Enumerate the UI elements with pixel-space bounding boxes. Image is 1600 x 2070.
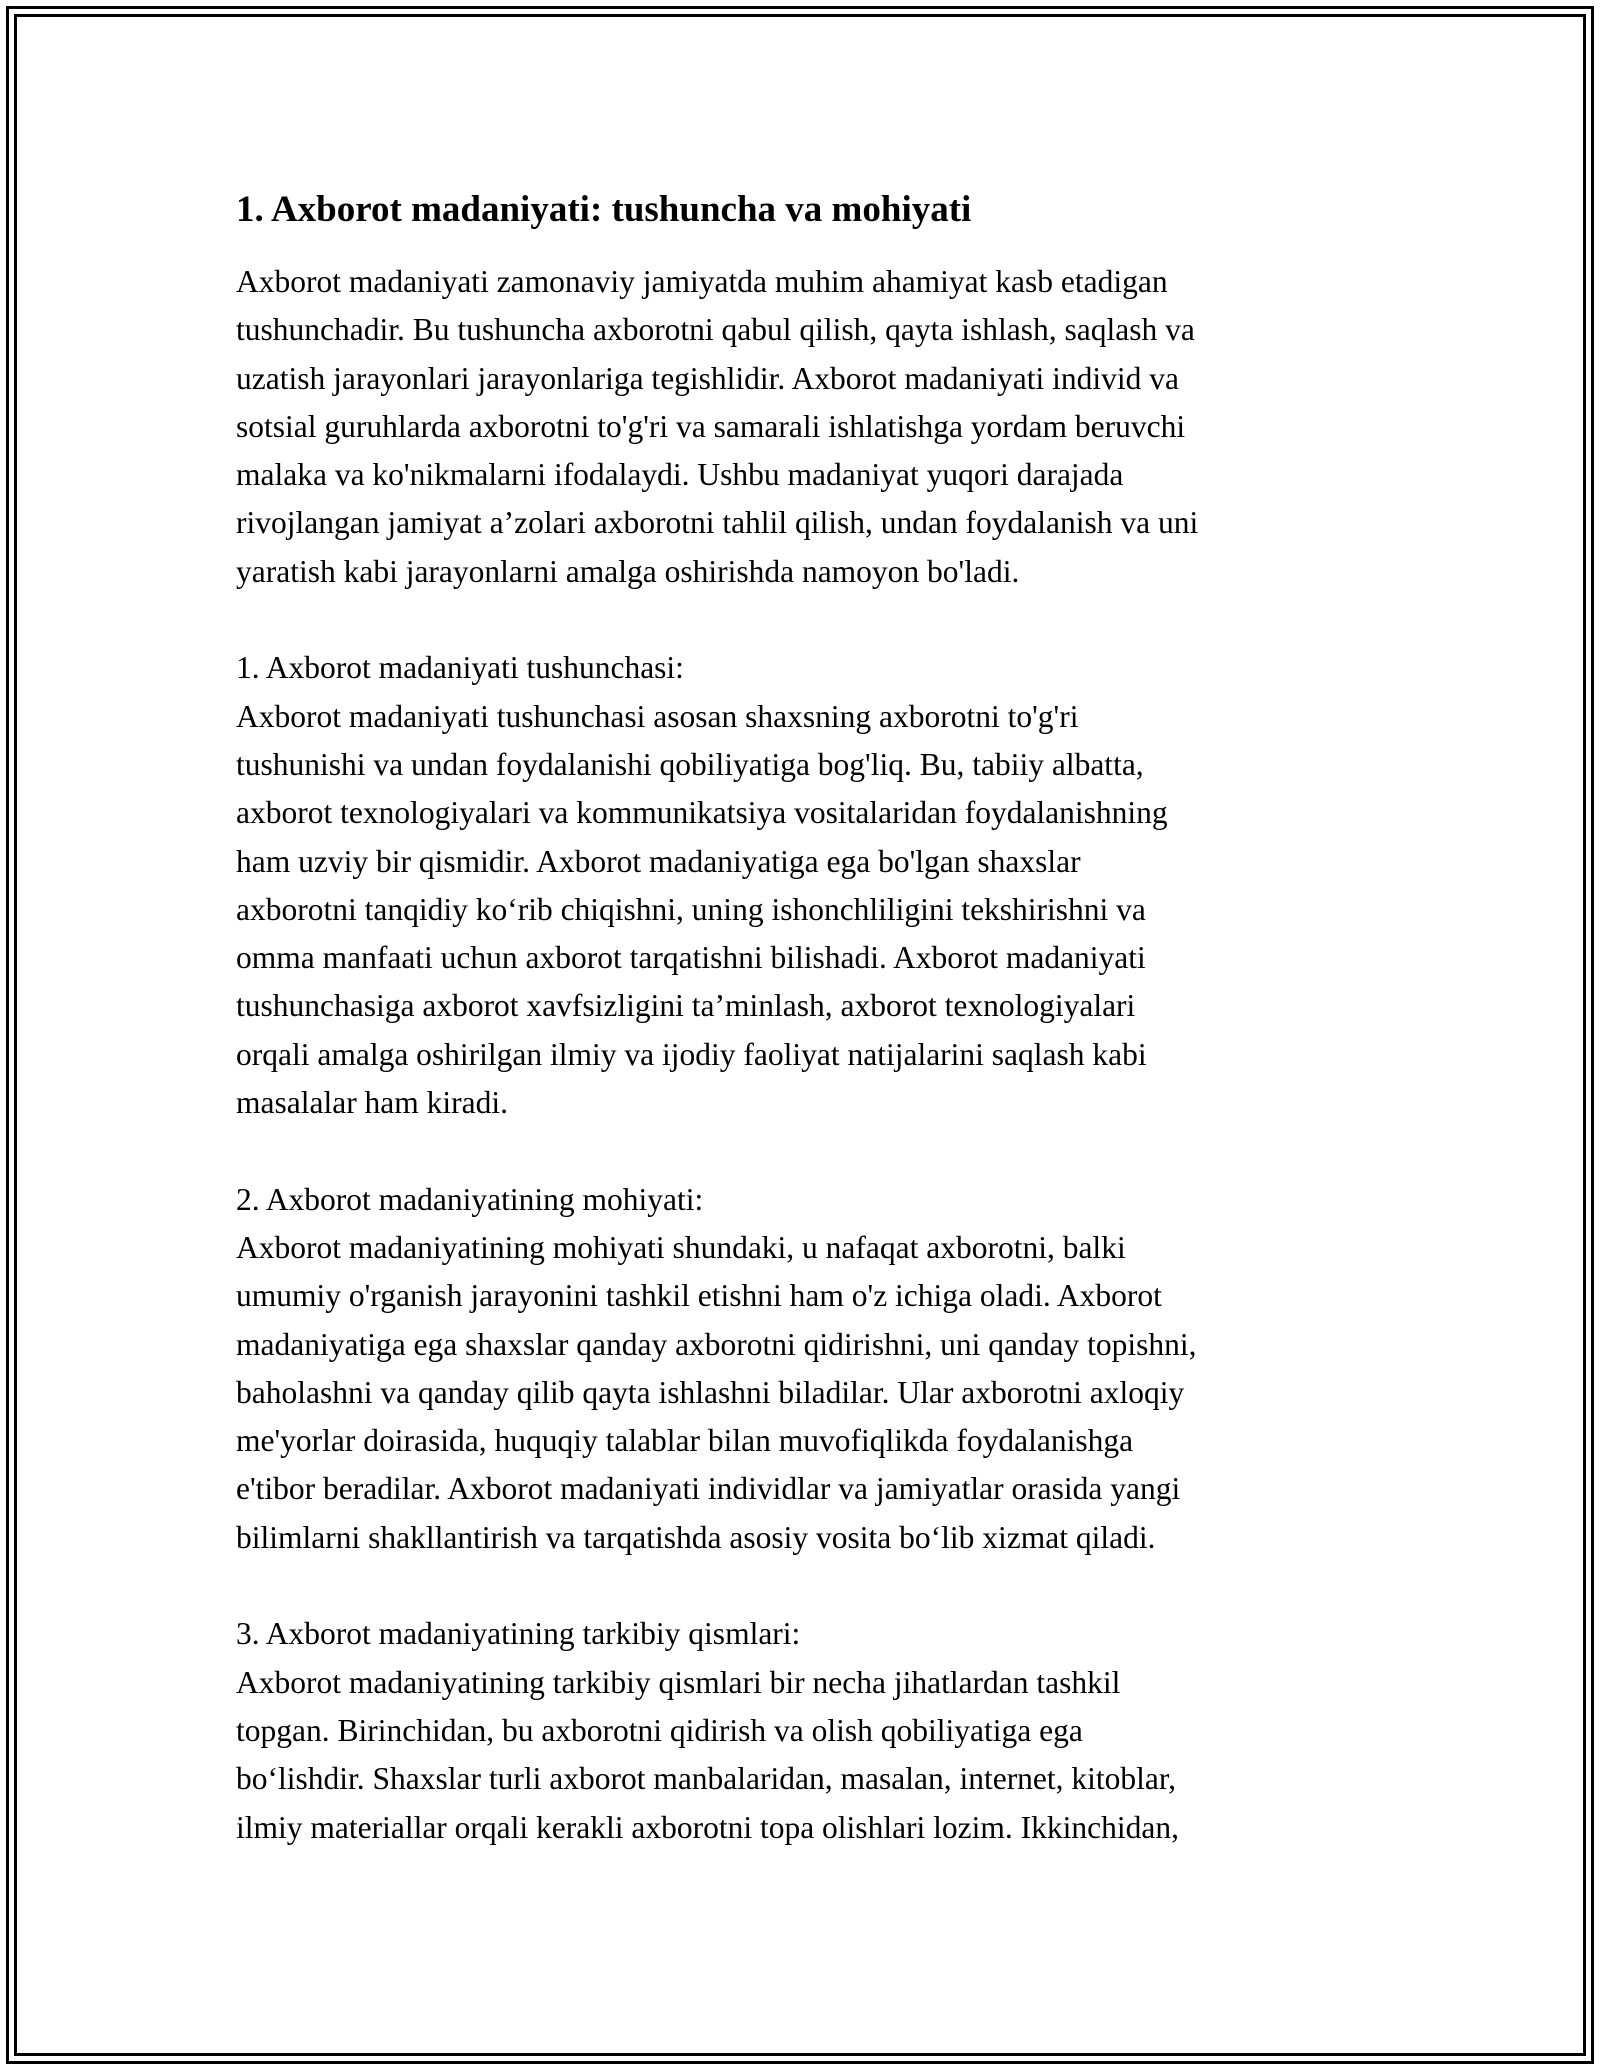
text-line: Axborot madaniyati zamonaviy jamiyatda muhim ahamiyat kasb etadigan xyxy=(236,264,1168,299)
text-line: axborotni tanqidiy ko‘rib chiqishni, uning ishonchliligini tekshirishni va xyxy=(236,891,1146,927)
text-line: axborot texnologiyalari va kommunikatsiya vositalaridan foydalanishning xyxy=(236,795,1168,831)
section-components xyxy=(236,1610,1376,1851)
text-line: madaniyatiga ega shaxslar qanday axborotni qidirishni, uni qanday topishni, xyxy=(236,1326,1197,1362)
text-line: omma manfaati uchun axborot tarqatishni bilishadi. Axborot madaniyati xyxy=(236,940,1146,976)
text-line: orqali amalga oshirilgan ilmiy va ijodiy faoliyat natijalarini saqlash kabi xyxy=(236,1036,1147,1072)
text-line: topgan. Birinchidan, bu axborotni qidirish va olish qobiliyatiga ega xyxy=(236,1712,1083,1748)
document-title: 1. Axborot madaniyati: tushuncha va mohiyati xyxy=(236,189,972,230)
text-line: ham uzviy bir qismidir. Axborot madaniyatiga ega bo'lgan shaxslar xyxy=(236,843,1081,879)
text-line: ilmiy materiallar orqali kerakli axborotni topa olishlari lozim. Ikkinchidan, xyxy=(236,1809,1179,1845)
text-line: tushunchasiga axborot xavfsizligini ta’minlash, axborot texnologiyalari xyxy=(236,988,1136,1024)
section-essence xyxy=(236,1176,1376,1562)
section-concept xyxy=(236,644,1376,1127)
text-line: malaka va ko'nikmalarni ifodalaydi. Ushbu madaniyat yuqori darajada xyxy=(236,457,1124,493)
section-heading: 3. Axborot madaniyatining tarkibiy qismlari: xyxy=(236,1616,801,1652)
text-line: baholashni va qanday qilib qayta ishlashni biladilar. Ular axborotni axloqiy xyxy=(236,1374,1185,1410)
text-line: uzatish jarayonlari jarayonlariga tegishlidir. Axborot madaniyati individ va xyxy=(236,360,1180,396)
text-line: sotsial guruhlarda axborotni to'g'ri va samarali ishlatishga yordam beruvchi xyxy=(236,408,1186,444)
document-body xyxy=(236,186,1376,1852)
text-line: bo‘lishdir. Shaxslar turli axborot manbalaridan, masalan, internet, kitoblar, xyxy=(236,1761,1177,1797)
intro-paragraph xyxy=(236,258,1376,596)
text-line: masalalar ham kiradi. xyxy=(236,1085,509,1121)
text-line: Axborot madaniyati tushunchasi asosan shaxsning axborotni to'g'ri xyxy=(236,698,1079,734)
text-line: Axborot madaniyatining mohiyati shundaki, u nafaqat axborotni, balki xyxy=(236,1229,1126,1265)
section-heading: 1. Axborot madaniyati tushunchasi: xyxy=(236,650,684,686)
text-line: tushunchadir. Bu tushuncha axborotni qabul qilish, qayta ishlash, saqlash va xyxy=(236,312,1195,348)
text-line: tushunishi va undan foydalanishi qobiliyatiga bog'liq. Bu, tabiiy albatta, xyxy=(236,746,1144,782)
text-line: yaratish kabi jarayonlarni amalga oshirishda namoyon bo'ladi. xyxy=(236,553,1020,589)
text-line: Axborot madaniyatining tarkibiy qismlari bir necha jihatlardan tashkil xyxy=(236,1664,1121,1700)
text-line: bilimlarni shakllantirish va tarqatishda asosiy vosita bo‘lib xizmat qiladi. xyxy=(236,1519,1156,1555)
text-line: rivojlangan jamiyat a’zolari axborotni tahlil qilish, undan foydalanish va uni xyxy=(236,505,1199,541)
text-line: umumiy o'rganish jarayonini tashkil etishni ham o'z ichiga oladi. Axborot xyxy=(236,1278,1162,1314)
section-heading: 2. Axborot madaniyatining mohiyati: xyxy=(236,1181,704,1217)
text-line: e'tibor beradilar. Axborot madaniyati individlar va jamiyatlar orasida yangi xyxy=(236,1471,1181,1507)
text-line: me'yorlar doirasida, huquqiy talablar bilan muvofiqlikda foydalanishga xyxy=(236,1423,1134,1459)
